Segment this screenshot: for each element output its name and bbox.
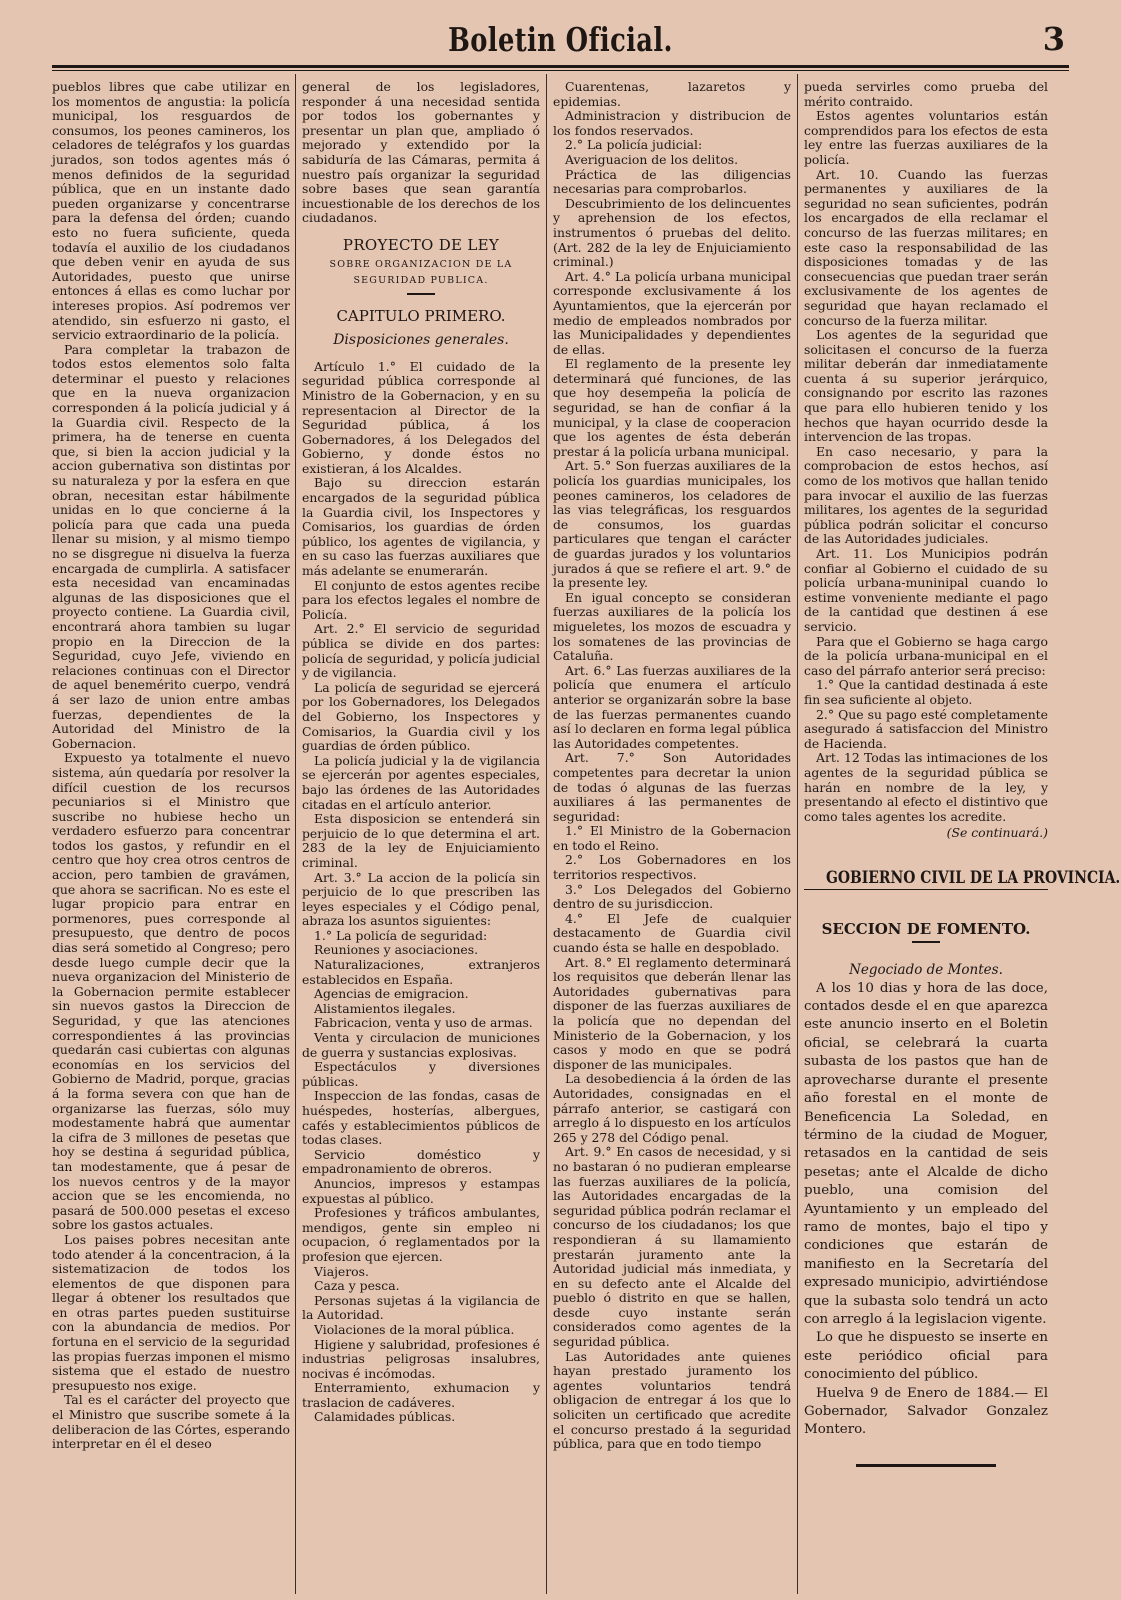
paragraph: La policía judicial y la de vigilancia se ejercerán por agentes especiales, bajo las órdenes de las Autoridades citadas en el artículo anterior.	[302, 752, 540, 812]
article: Art. 8.° El reglamento determinará los requisitos que deberán llenar las Autoridades gubernativas para disponer de las fuerzas auxiliares de la policía que no dependan del Ministerio de la Gobernacion, y los casos y modo en que se podrá disponer de las municipales.	[553, 954, 791, 1072]
list-item: Anuncios, impresos y estampas expuestas al público.	[302, 1175, 540, 1206]
list-item: 2.° Que su pago esté completamente asegurado á satisfaccion del Ministro de Hacienda.	[804, 706, 1048, 751]
article: Art. 2.° El servicio de seguridad pública se divide en dos partes: policía de seguridad, y policía judicial y de vigilancia.	[302, 621, 540, 681]
list-item: Venta y circulacion de municiones de guerra y sustancias explosivas.	[302, 1030, 540, 1060]
article: Art. 9.° En casos de necesidad, y si no bastaran ó no pudieran emplearse las fuerzas auxiliares de la policía, las Autoridades encargadas de la seguridad pública podrán reclamar el concurso de los ciudadanos; los que respondieran á su llamamiento prestarán juramento ante la Autoridad judicial más inmediata, y en su defecto ante el Alcalde del pueblo ó distrito en que se hallen, desde cuyo instante serán considerados como agentes de la seguridad pública.	[553, 1144, 791, 1350]
list-item: Alistamientos ilegales.	[314, 1000, 456, 1016]
paragraph: Esta disposicion se entenderá sin perjuicio de lo que determina el art. 283 de la ley de Enjuiciamiento criminal.	[302, 811, 540, 870]
paragraph: pueda servirles como prueba del mérito contraido.	[804, 79, 1048, 109]
paragraph: Los agentes de la seguridad que solicitasen el concurso de la fuerza militar deberán dar inmediatamente cuenta á su superior jerárquico, consignando por escrito las razones que para ello hubieren tenido y los hechos que hayan ocurrido desde la intervencion de las tropas.	[804, 327, 1048, 445]
header-rule	[52, 65, 1069, 68]
list-item: 2.° Los Gobernadores en los territorios respectivos.	[553, 852, 791, 883]
list-item: Profesiones y tráficos ambulantes, mendigos, gente sin empleo ni ocupacion, ó reglamentados por la profesion que ejercen.	[302, 1205, 540, 1264]
list-item: Averiguacion de los delitos.	[565, 151, 739, 167]
paragraph: La desobediencia á la órden de las Autoridades, consignadas en el párrafo anterior, se castigará con arreglo á lo dispuesto en los artículos 265 y 278 del Código penal.	[553, 1071, 791, 1145]
paragraph: pueblos libres que cabe utilizar en los momentos de angustia: la policía municipal, los resguardos de consumos, los peones camineros, los celadores de telégrafos y los guardas jurados, son todos agentes más ó menos definidos de la seguridad pública, que en un instante dado pueden organizarse y concentrarse para la defensa del órden; cuando esto no fuera suficiente, queda todavía el auxilio de los ciudadanos que deben venir en ayuda de sus Autoridades, puesto que unirse entonces á ellas es como luchar por intereses propios. Así podremos ver atendido, sin esfuerzo ni gasto, el servicio extraordinario de la policía.	[52, 79, 290, 343]
signature-line: Huelva 9 de Enero de 1884.— El Gobernador, Salvador Gonzalez Montero.	[804, 1385, 1048, 1438]
article: Art. 12 Todas las intimaciones de los agentes de la seguridad pública se harán en nombre de la ley, y presentando al efecto el distintivo que como tales agentes los acredite.	[804, 750, 1048, 824]
column-2	[302, 80, 540, 1560]
paragraph: Las Autoridades ante quienes hayan prestado juramento los agentes voluntarios tendrá obligacion de entregar á los que lo soliciten un certificado que acredite el concurso prestado á la seguridad pública, para que en todo tiempo	[553, 1348, 791, 1452]
list-item: Reuniones y asociaciones.	[314, 942, 479, 958]
end-rule	[856, 1464, 996, 1467]
divider	[912, 941, 940, 943]
paragraph: Los paises pobres necesitan ante todo atender á la concentracion, á la sistematizacion de todos los elementos de que disponen para llegar á obtener los resultados que en otras partes pueden sustituirse con la abundancia de medios. Por fortuna en el servicio de la seguridad las propias fuerzas imponen el mismo sistema que el estado de nuestro presupuesto nos exige.	[52, 1231, 290, 1393]
paragraph: El conjunto de estos agentes recibe para los efectos legales el nombre de Policía.	[302, 577, 540, 622]
article: Art. 4.° La policía urbana municipal corresponde exclusivamente á los Ayuntamientos, que la ejercerán por medio de empleados nombrados por las Municipalidades y dependientes de ellas.	[553, 268, 791, 357]
page-header	[52, 14, 1069, 64]
list-item: Naturalizaciones, extranjeros establecidos en España.	[302, 957, 540, 987]
subsection-title: Negociado de Montes.	[849, 962, 1003, 979]
list-item: Violaciones de la moral pública.	[314, 1321, 515, 1337]
paragraph: En caso necesario, y para la comprobacion de estos hechos, así como de los motivos que hallan tenido para invocar el auxilio de las fuerzas militares, los agentes de la seguridad pública podrán solicitar el concurso de las Autoridades judiciales.	[804, 443, 1048, 547]
paragraph: El reglamento de la presente ley determinará qué funciones, de las que hoy desempeña la policía de seguridad, se han de confiar á la municipal, y la clase de cooperacion que los agentes de ésta deberán prestar á la policía urbana municipal.	[553, 356, 791, 459]
list-item: Servicio doméstico y empadronamiento de obreros.	[302, 1146, 540, 1177]
paragraph: Para que el Gobierno se haga cargo de la policía urbana-municipal en el caso del párrafo anterior será preciso:	[804, 633, 1048, 678]
list-item: Agencias de emigracion.	[314, 986, 469, 1002]
section-title-fomento: SECCION DE FOMENTO.	[821, 920, 1031, 939]
paragraph: Lo que he dispuesto se inserte en este periódico oficial para conocimiento del público.	[804, 1330, 1048, 1383]
header-rule-thin	[52, 70, 1069, 71]
page-number: 3	[1042, 20, 1065, 58]
paragraph: Expuesto ya totalmente el nuevo sistema, aún quedaría por resolver la difícil cuestion de los recursos pecuniarios si el Ministro que suscribe no hubiese hecho un verdadero esfuerzo para concentrar todos los gastos, y refundir en el centro que hoy crea otros centros de accion, pero tambien de gravámen, que ahora se sacrifican. No es este el lugar propicio para entrar en pormenores, pues corresponde al presupuesto, que dentro de pocos dias será sometido al Congreso; pero desde luego cumple decir que la nueva organizacion del Ministerio de la Gobernacion permite establecer sin nuevos gastos la Direccion de Seguridad, y que las atenciones correspondientes á las provincias quedarán casi cubiertas con algunas economías en los servicios del Gobierno de Madrid, porque, gracias á la forma severa con que han de organizarse las fuerzas, sólo muy modestamente habrá que aumentar la cifra de 3 millones de pesetas que hoy se destina á seguridad pública, tan modestamente, que á pesar de los nuevos centros y de la mayor accion que se les encomienda, no pasará de 500.000 pesetas el exceso sobre los gastos actuales.	[52, 750, 290, 1233]
column-divider	[295, 74, 296, 1594]
list-item: Calamidades públicas.	[314, 1409, 456, 1425]
article: Art. 5.° Son fuerzas auxiliares de la policía los guardias municipales, los peones camineros, los celadores de las vias telegráficas, los resguardos de consumos, los guardas particulares que tengan el carácter de guardas jurados y los voluntarios jurados á que se refiere el art. 9.° de la presente ley.	[553, 458, 791, 591]
column-divider	[797, 74, 798, 1594]
article: Art. 6.° Las fuerzas auxiliares de la policía que enumera el artículo anterior se organizarán sobre la base de las fuerzas permanentes cuando así lo declaren en forma legal pública las Autoridades competentes.	[553, 662, 791, 751]
article: Artículo 1.° El cuidado de la seguridad pública corresponde al Ministro de la Gobernacion, y en su representacion al Director de la Seguridad pública, á los Gobernadores, á los Delegados del Gobierno, y donde éstos no existieran, á los Alcaldes.	[302, 358, 540, 476]
paragraph: En igual concepto se consideran fuerzas auxiliares de la policía los migueletes, los mozos de escuadra y los somatenes de las provincias de Cataluña.	[553, 589, 791, 664]
divider	[804, 889, 1048, 890]
article: Art. 10. Cuando las fuerzas permanentes y auxiliares de la seguridad no sean suficientes, podrán los encargados de ella reclamar el concurso de las fuerzas militares; en este caso la responsabilidad de las disposiciones tomadas y de las consecuencias que puedan traer serán exclusivamente de los agentes de seguridad que hayan reclamado el concurso de la fuerza militar.	[804, 166, 1048, 328]
list-item: Higiene y salubridad, profesiones é industrias peligrosas insalubres, nocivas é incómodas.	[302, 1336, 540, 1381]
paragraph: general de los legisladores, responder á una necesidad sentida por todos los gobernantes y presentar un plan que, ampliado ó mejorado y extendido por la sabiduría de las Cámaras, permita á nuestro país organizar la seguridad sobre bases que sean garantía incuestionable de los derechos de los ciudadanos.	[302, 79, 540, 226]
list-item: Espectáculos y diversiones públicas.	[302, 1059, 540, 1089]
list-item: 1.° El Ministro de la Gobernacion en todo el Reino.	[553, 823, 791, 853]
article: Art. 11. Los Municipios podrán confiar al Gobierno el cuidado de su policía urbana-muninipal cuando lo estime vonveniente mediante el pago de la cantidad que destinen á ese servicio.	[804, 546, 1048, 634]
list-item: 4.° El Jefe de cualquier destacamento de Guardia civil cuando ésta se halle en despoblado.	[553, 910, 791, 956]
section-heading: Disposiciones generales.	[333, 332, 509, 349]
law-subheading: SOBRE ORGANIZACION DE LA SEGURIDAD PUBLICA.	[329, 258, 513, 286]
paragraph: A los 10 dias y hora de las doce, contados desde el en que aparezca este anuncio inserto en el Boletin oficial, se celebrará la cuarta subasta de los pastos que han de aprovecharse durante el presente año forestal en el monte de Beneficencia La Soledad, en término de la ciudad de Moguer, retasados en la cantidad de seis pesetas; ante el Alcalde de dicho pueblo, una comision del Ayuntamiento y un empleado del ramo de montes, bajo el tipo y condiciones que estarán de manifiesto en la Secretaría del expresado municipio, advirtiéndose que la subasta solo tendrá un acto con arreglo á la legislacion vigente.	[804, 980, 1048, 1327]
section-title-gobierno: GOBIERNO CIVIL DE LA PROVINCIA.	[825, 867, 1121, 888]
list-item: Enterramiento, exhumacion y traslacion de cadáveres.	[302, 1380, 540, 1410]
list-item: 1.° Que la cantidad destinada á este fin sea suficiente al objeto.	[804, 677, 1048, 707]
paragraph: Para completar la trabazon de todos estos elementos solo falta determinar el puesto y relaciones que en la nueva organizacion corresponden á la policía judicial y á la Guardia civil. Respecto de la primera, ha de tenerse en cuenta que, si bien la accion judicial y la accion gubernativa son distintas por su naturaleza y por la esfera en que obran, necesitan estar hábilmente unidas en lo que concierne á la policía para que cada una pueda llenar su mision, y al mismo tiempo no se disgregue ni disuelva la fuerza encargada de cumplirla. A satisfacer esta necesidad van encaminadas algunas de las disposiciones que el proyecto contiene. La Guardia civil, encontrará ahora tambien su lugar propio en la Direccion de la Seguridad, cuyo Jefe, viviendo en relaciones continuas con el Director de aquel benemérito cuerpo, vendrá á ser lazo de union entre ambas fuerzas, dependientes de la Autoridad del Ministro de la Gobernacion.	[52, 341, 290, 751]
list-item: Fabricacion, venta y uso de armas.	[314, 1015, 533, 1031]
list-item: 1.° La policía de seguridad:	[314, 927, 488, 943]
article: Art. 3.° La accion de la policía sin perjuicio de lo que prescriben las leyes especiales y el Código penal, abraza los asuntos siguientes:	[302, 869, 540, 929]
paragraph: Tal es el carácter del proyecto que el Ministro que suscribe somete á la deliberacion de las Córtes, esperando interpretar en él el deseo	[52, 1392, 290, 1452]
paragraph: Bajo su direccion estarán encargados de la seguridad pública la Guardia civil, los Inspectores y Comisarios, los guardias de órden público, los agentes de vigilancia, y en su caso las fuerzas auxiliares que más adelante se enumerarán.	[302, 475, 540, 579]
list-item: Administracion y distribucion de los fondos reservados.	[553, 108, 791, 138]
paragraph: Estos agentes voluntarios están comprendidos para los efectos de esta ley entre las fuerzas auxiliares de la policía.	[804, 108, 1048, 167]
list-item: Práctica de las diligencias necesarias para comprobarlos.	[553, 166, 791, 197]
list-item: Personas sujetas á la vigilancia de la Autoridad.	[302, 1292, 540, 1323]
law-heading: PROYECTO DE LEY	[342, 235, 500, 254]
column-1	[52, 80, 290, 1560]
divider	[407, 293, 435, 295]
paragraph: La policía de seguridad se ejercerá por los Gobernadores, los Delegados del Gobierno, los Inspectores y Comisarios, la Guardia civil y los guardias de órden público.	[302, 679, 540, 754]
list-item: Cuarentenas, lazaretos y epidemias.	[553, 79, 791, 109]
column-4	[804, 79, 1121, 1560]
list-item: 3.° Los Delegados del Gobierno dentro de su jurisdiccion.	[553, 881, 791, 912]
list-item: Caza y pesca.	[314, 1278, 400, 1294]
chapter-heading: CAPITULO PRIMERO.	[336, 306, 506, 325]
list-item: Descubrimiento de los delincuentes y aprehension de los efectos, instrumentos ó pruebas del delito. (Art. 282 de la ley de Enjuiciamiento criminal.)	[553, 195, 791, 270]
continued-note: (Se continuará.)	[946, 825, 1048, 841]
column-3	[553, 80, 791, 1560]
list-item: Inspeccion de las fondas, casas de huéspedes, hosterías, albergues, cafés y establecimientos públicos de todas clases.	[302, 1088, 540, 1148]
masthead-title: Boletin Oficial.	[448, 20, 673, 59]
article: Art. 7.° Son Autoridades competentes para decretar la union de todas ó algunas de las fuerzas auxiliares á las permanentes de seguridad:	[553, 750, 791, 824]
list-item: Viajeros.	[314, 1263, 369, 1279]
list-item: 2.° La policía judicial:	[565, 137, 703, 153]
column-divider	[546, 74, 547, 1594]
